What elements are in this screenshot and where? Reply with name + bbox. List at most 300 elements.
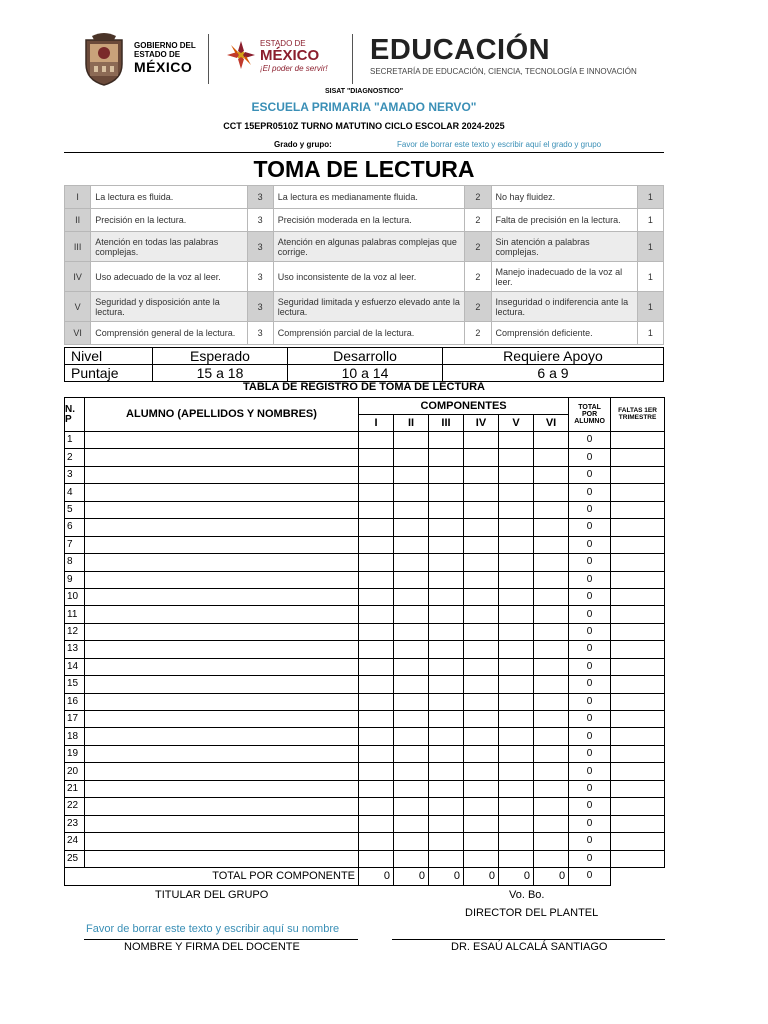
component-score-cell[interactable] — [429, 798, 464, 815]
component-score-cell[interactable] — [534, 519, 569, 536]
component-score-cell[interactable] — [499, 536, 534, 553]
faltas-cell[interactable] — [611, 501, 665, 518]
component-score-cell[interactable] — [429, 449, 464, 466]
alumno-cell[interactable] — [85, 623, 359, 640]
empty-cell — [611, 867, 665, 885]
total-cell: 0 — [569, 780, 611, 797]
grado-label: Grado y grupo: — [274, 140, 332, 149]
component-score-cell[interactable] — [394, 833, 429, 850]
alumno-cell[interactable] — [85, 815, 359, 832]
component-score-cell[interactable] — [359, 554, 394, 571]
component-score-cell[interactable] — [499, 745, 534, 762]
component-score-cell[interactable] — [359, 641, 394, 658]
component-score-cell[interactable] — [499, 711, 534, 728]
register-title: TABLA DE REGISTRO DE TOMA DE LECTURA — [243, 381, 485, 393]
component-score-cell[interactable] — [499, 449, 534, 466]
col-total-header: TOTAL POR ALUMNO — [569, 398, 611, 432]
component-score-cell[interactable] — [429, 536, 464, 553]
signature-line-director — [392, 939, 665, 940]
component-score-cell[interactable] — [499, 554, 534, 571]
cct-line: CCT 15EPR0510Z TURNO MATUTINO CICLO ESCOLAR 2024-2025 — [223, 121, 505, 131]
alumno-cell[interactable] — [85, 728, 359, 745]
alumno-cell[interactable] — [85, 449, 359, 466]
component-score-cell[interactable] — [499, 501, 534, 518]
component-score-cell[interactable] — [359, 728, 394, 745]
component-score-cell[interactable] — [534, 623, 569, 640]
component-score-cell[interactable] — [394, 484, 429, 501]
table-row — [65, 815, 665, 832]
rubric-table — [64, 185, 664, 345]
component-total: 0 — [359, 867, 394, 885]
alumno-cell[interactable] — [85, 519, 359, 536]
component-total: 0 — [534, 867, 569, 885]
rubric-desc-low: Manejo inadecuado de la voz al leer. — [491, 262, 637, 292]
component-score-cell[interactable] — [464, 641, 499, 658]
alumno-cell[interactable] — [85, 693, 359, 710]
totals-row — [65, 867, 665, 885]
alumno-cell[interactable] — [85, 676, 359, 693]
table-row — [65, 728, 665, 745]
alumno-cell[interactable] — [85, 798, 359, 815]
component-score-cell[interactable] — [499, 623, 534, 640]
component-score-cell[interactable] — [429, 676, 464, 693]
component-score-cell[interactable] — [499, 850, 534, 867]
total-cell: 0 — [569, 693, 611, 710]
component-score-cell[interactable] — [429, 554, 464, 571]
component-score-cell[interactable] — [359, 693, 394, 710]
component-score-cell[interactable] — [429, 763, 464, 780]
row-number: 24 — [65, 833, 85, 850]
total-cell: 0 — [569, 623, 611, 640]
gobierno-logo — [80, 32, 210, 86]
component-score-cell[interactable] — [394, 606, 429, 623]
component-score-cell[interactable] — [534, 588, 569, 605]
alumno-cell[interactable] — [85, 763, 359, 780]
component-score-cell[interactable] — [359, 658, 394, 675]
component-score-cell[interactable] — [499, 693, 534, 710]
row-number: 3 — [65, 466, 85, 483]
alumno-cell[interactable] — [85, 466, 359, 483]
alumno-cell[interactable] — [85, 606, 359, 623]
educacion-logo — [370, 36, 680, 86]
component-score-cell[interactable] — [394, 554, 429, 571]
component-score-cell[interactable] — [464, 432, 499, 449]
component-score-cell[interactable] — [534, 432, 569, 449]
component-score-cell[interactable] — [359, 536, 394, 553]
component-score-cell[interactable] — [534, 833, 569, 850]
alumno-cell[interactable] — [85, 745, 359, 762]
rubric-row — [65, 186, 664, 209]
component-score-cell[interactable] — [534, 658, 569, 675]
component-score-cell[interactable] — [464, 466, 499, 483]
col-componentes-header: COMPONENTES — [359, 398, 569, 415]
row-number: 10 — [65, 588, 85, 605]
component-score-cell[interactable] — [394, 780, 429, 797]
alumno-cell[interactable] — [85, 484, 359, 501]
component-score-cell[interactable] — [394, 763, 429, 780]
alumno-cell[interactable] — [85, 536, 359, 553]
component-score-cell[interactable] — [464, 780, 499, 797]
component-score-cell[interactable] — [359, 588, 394, 605]
component-score-cell[interactable] — [464, 833, 499, 850]
component-score-cell[interactable] — [394, 641, 429, 658]
component-score-cell[interactable] — [429, 484, 464, 501]
table-row — [65, 850, 665, 867]
component-score-cell[interactable] — [464, 658, 499, 675]
faltas-cell[interactable] — [611, 745, 665, 762]
component-score-cell[interactable] — [499, 466, 534, 483]
faltas-cell[interactable] — [611, 554, 665, 571]
component-score-cell[interactable] — [464, 606, 499, 623]
faltas-cell[interactable] — [611, 798, 665, 815]
puntaje-label: Puntaje — [65, 365, 153, 382]
component-score-cell[interactable] — [394, 676, 429, 693]
coat-of-arms-icon — [82, 32, 126, 86]
component-score-cell[interactable] — [394, 536, 429, 553]
component-score-cell[interactable] — [429, 432, 464, 449]
component-score-cell[interactable] — [464, 711, 499, 728]
component-score-cell[interactable] — [394, 815, 429, 832]
component-score-cell[interactable] — [429, 466, 464, 483]
row-number: 14 — [65, 658, 85, 675]
faltas-cell[interactable] — [611, 728, 665, 745]
component-score-cell[interactable] — [429, 606, 464, 623]
row-number: 13 — [65, 641, 85, 658]
header-divider — [352, 34, 353, 84]
component-score-cell[interactable] — [429, 641, 464, 658]
component-score-cell[interactable] — [464, 763, 499, 780]
component-score-cell[interactable] — [464, 623, 499, 640]
rubric-score: 1 — [637, 232, 663, 262]
row-number: 1 — [65, 432, 85, 449]
rubric-desc-low: Comprensión deficiente. — [491, 322, 637, 345]
grand-total: 0 — [569, 867, 611, 885]
faltas-cell[interactable] — [611, 780, 665, 797]
component-score-cell[interactable] — [499, 676, 534, 693]
component-score-cell[interactable] — [464, 588, 499, 605]
component-score-cell[interactable] — [464, 484, 499, 501]
alumno-cell[interactable] — [85, 588, 359, 605]
rubric-desc-low: No hay fluidez. — [491, 186, 637, 209]
component-score-cell[interactable] — [499, 484, 534, 501]
table-row — [65, 606, 665, 623]
estado-text: ESTADO DE MÉXICO ¡El poder de servir! — [260, 39, 328, 73]
component-score-cell[interactable] — [534, 745, 569, 762]
total-cell: 0 — [569, 676, 611, 693]
component-score-cell[interactable] — [394, 798, 429, 815]
row-number: 18 — [65, 728, 85, 745]
component-total: 0 — [394, 867, 429, 885]
faltas-cell[interactable] — [611, 711, 665, 728]
component-score-cell[interactable] — [359, 571, 394, 588]
total-cell: 0 — [569, 449, 611, 466]
row-number: 22 — [65, 798, 85, 815]
component-score-cell[interactable] — [359, 484, 394, 501]
alumno-cell[interactable] — [85, 833, 359, 850]
component-score-cell[interactable] — [534, 571, 569, 588]
component-score-cell[interactable] — [429, 711, 464, 728]
alumno-cell[interactable] — [85, 780, 359, 797]
table-row — [65, 745, 665, 762]
level-esperado: Esperado — [153, 348, 288, 365]
component-score-cell[interactable] — [359, 623, 394, 640]
rubric-score: 2 — [465, 292, 491, 322]
component-score-cell[interactable] — [499, 658, 534, 675]
faltas-cell[interactable] — [611, 432, 665, 449]
faltas-cell[interactable] — [611, 536, 665, 553]
faltas-cell[interactable] — [611, 815, 665, 832]
faltas-cell[interactable] — [611, 606, 665, 623]
component-score-cell[interactable] — [534, 536, 569, 553]
rubric-desc-mid: Atención en algunas palabras complejas que corrige. — [273, 232, 465, 262]
page-title: TOMA DE LECTURA — [253, 156, 475, 182]
component-score-cell[interactable] — [464, 745, 499, 762]
component-score-cell[interactable] — [429, 728, 464, 745]
rubric-row — [65, 262, 664, 292]
total-cell: 0 — [569, 484, 611, 501]
component-score-cell[interactable] — [429, 571, 464, 588]
component-score-cell[interactable] — [464, 501, 499, 518]
alumno-cell[interactable] — [85, 554, 359, 571]
component-score-cell[interactable] — [359, 833, 394, 850]
school-name: ESCUELA PRIMARIA "AMADO NERVO" — [251, 100, 477, 114]
rubric-desc-high: Uso adecuado de la voz al leer. — [91, 262, 247, 292]
component-score-cell[interactable] — [429, 658, 464, 675]
component-score-cell[interactable] — [499, 780, 534, 797]
faltas-cell[interactable] — [611, 850, 665, 867]
component-score-cell[interactable] — [534, 815, 569, 832]
rubric-desc-mid: Uso inconsistente de la voz al leer. — [273, 262, 465, 292]
component-score-cell[interactable] — [429, 588, 464, 605]
total-cell: 0 — [569, 432, 611, 449]
flower-icon — [224, 38, 258, 72]
component-score-cell[interactable] — [499, 833, 534, 850]
rubric-score: 1 — [637, 262, 663, 292]
component-score-cell[interactable] — [394, 571, 429, 588]
component-score-cell[interactable] — [534, 449, 569, 466]
rubric-score: 1 — [637, 209, 663, 232]
component-score-cell[interactable] — [394, 432, 429, 449]
component-score-cell[interactable] — [359, 676, 394, 693]
header-divider — [208, 34, 209, 84]
component-score-cell[interactable] — [429, 623, 464, 640]
faltas-cell[interactable] — [611, 588, 665, 605]
component-score-cell[interactable] — [534, 501, 569, 518]
register-table — [64, 397, 665, 886]
component-score-cell[interactable] — [464, 728, 499, 745]
component-score-cell[interactable] — [394, 658, 429, 675]
alumno-cell[interactable] — [85, 571, 359, 588]
rubric-num: I — [65, 186, 91, 209]
gobierno-text: GOBIERNO DEL ESTADO DE MÉXICO — [134, 41, 196, 75]
teacher-name-field[interactable]: Favor de borrar este texto y escribir aquí su nombre — [86, 923, 340, 935]
component-score-cell[interactable] — [534, 466, 569, 483]
component-score-cell[interactable] — [394, 466, 429, 483]
component-score-cell[interactable] — [534, 606, 569, 623]
component-score-cell[interactable] — [394, 728, 429, 745]
component-score-cell[interactable] — [394, 850, 429, 867]
component-score-cell[interactable] — [394, 449, 429, 466]
component-score-cell[interactable] — [464, 449, 499, 466]
director-label: DIRECTOR DEL PLANTEL — [465, 907, 599, 919]
component-score-cell[interactable] — [499, 588, 534, 605]
table-row — [65, 658, 665, 675]
rubric-desc-low: Inseguridad o indiferencia ante la lectura. — [491, 292, 637, 322]
component-score-cell[interactable] — [429, 745, 464, 762]
alumno-cell[interactable] — [85, 432, 359, 449]
component-score-cell[interactable] — [429, 815, 464, 832]
component-score-cell[interactable] — [534, 711, 569, 728]
component-score-cell[interactable] — [394, 519, 429, 536]
table-row — [65, 711, 665, 728]
component-score-cell[interactable] — [359, 815, 394, 832]
component-score-cell[interactable] — [429, 833, 464, 850]
table-row — [65, 676, 665, 693]
component-score-cell[interactable] — [499, 763, 534, 780]
faltas-cell[interactable] — [611, 658, 665, 675]
component-score-cell[interactable] — [394, 623, 429, 640]
component-score-cell[interactable] — [534, 728, 569, 745]
table-row — [65, 554, 665, 571]
component-score-cell[interactable] — [499, 571, 534, 588]
component-score-cell[interactable] — [359, 798, 394, 815]
table-row — [65, 519, 665, 536]
component-score-cell[interactable] — [359, 711, 394, 728]
component-score-cell[interactable] — [534, 763, 569, 780]
component-score-cell[interactable] — [534, 676, 569, 693]
grado-grupo-row — [64, 139, 664, 153]
component-score-cell[interactable] — [534, 780, 569, 797]
table-row — [65, 763, 665, 780]
alumno-cell[interactable] — [85, 501, 359, 518]
component-header: V — [499, 415, 534, 432]
table-row — [65, 449, 665, 466]
component-header: IV — [464, 415, 499, 432]
component-score-cell[interactable] — [534, 484, 569, 501]
component-score-cell[interactable] — [534, 693, 569, 710]
component-score-cell[interactable] — [534, 554, 569, 571]
faltas-cell[interactable] — [611, 623, 665, 640]
rubric-desc-mid: Comprensión parcial de la lectura. — [273, 322, 465, 345]
component-score-cell[interactable] — [499, 641, 534, 658]
component-score-cell[interactable] — [499, 798, 534, 815]
component-score-cell[interactable] — [464, 850, 499, 867]
component-score-cell[interactable] — [534, 641, 569, 658]
component-score-cell[interactable] — [359, 763, 394, 780]
component-score-cell[interactable] — [534, 798, 569, 815]
component-score-cell[interactable] — [394, 588, 429, 605]
component-score-cell[interactable] — [464, 676, 499, 693]
component-score-cell[interactable] — [359, 745, 394, 762]
component-score-cell[interactable] — [359, 432, 394, 449]
component-score-cell[interactable] — [394, 501, 429, 518]
component-score-cell[interactable] — [464, 554, 499, 571]
rubric-desc-low: Falta de precisión en la lectura. — [491, 209, 637, 232]
alumno-cell[interactable] — [85, 711, 359, 728]
range-desarrollo: 10 a 14 — [288, 365, 443, 382]
component-score-cell[interactable] — [534, 850, 569, 867]
row-number: 4 — [65, 484, 85, 501]
component-score-cell[interactable] — [359, 519, 394, 536]
faltas-cell[interactable] — [611, 466, 665, 483]
total-cell: 0 — [569, 815, 611, 832]
component-score-cell[interactable] — [464, 693, 499, 710]
component-score-cell[interactable] — [464, 815, 499, 832]
component-header: I — [359, 415, 394, 432]
component-score-cell[interactable] — [464, 571, 499, 588]
faltas-cell[interactable] — [611, 833, 665, 850]
total-cell: 0 — [569, 763, 611, 780]
educacion-title: EDUCACIÓN — [370, 34, 551, 66]
component-score-cell[interactable] — [429, 780, 464, 797]
faltas-cell[interactable] — [611, 676, 665, 693]
total-cell: 0 — [569, 745, 611, 762]
component-score-cell[interactable] — [499, 606, 534, 623]
faltas-cell[interactable] — [611, 519, 665, 536]
total-cell: 0 — [569, 606, 611, 623]
component-score-cell[interactable] — [499, 815, 534, 832]
component-score-cell[interactable] — [394, 745, 429, 762]
component-score-cell[interactable] — [359, 850, 394, 867]
component-score-cell[interactable] — [359, 466, 394, 483]
row-number: 19 — [65, 745, 85, 762]
table-row — [65, 466, 665, 483]
component-score-cell[interactable] — [429, 501, 464, 518]
faltas-cell[interactable] — [611, 571, 665, 588]
alumno-cell[interactable] — [85, 641, 359, 658]
component-score-cell[interactable] — [359, 780, 394, 797]
rubric-score: 1 — [637, 186, 663, 209]
component-score-cell[interactable] — [359, 449, 394, 466]
faltas-cell[interactable] — [611, 484, 665, 501]
row-number: 20 — [65, 763, 85, 780]
faltas-cell[interactable] — [611, 641, 665, 658]
row-number: 11 — [65, 606, 85, 623]
component-header: III — [429, 415, 464, 432]
range-apoyo: 6 a 9 — [443, 365, 664, 382]
rubric-desc-high: La lectura es fluida. — [91, 186, 247, 209]
component-score-cell[interactable] — [394, 711, 429, 728]
component-score-cell[interactable] — [359, 606, 394, 623]
faltas-cell[interactable] — [611, 763, 665, 780]
component-score-cell[interactable] — [499, 728, 534, 745]
component-score-cell[interactable] — [464, 519, 499, 536]
component-score-cell[interactable] — [394, 693, 429, 710]
alumno-cell[interactable] — [85, 850, 359, 867]
total-cell: 0 — [569, 571, 611, 588]
vobo-label: Vo. Bo. — [509, 889, 545, 901]
alumno-cell[interactable] — [85, 658, 359, 675]
levels-table — [64, 347, 664, 382]
component-score-cell[interactable] — [464, 798, 499, 815]
grado-value-field[interactable]: Favor de borrar este texto y escribir aquí el grado y grupo — [397, 140, 602, 149]
rubric-num: V — [65, 292, 91, 322]
total-cell: 0 — [569, 850, 611, 867]
table-row — [65, 623, 665, 640]
rubric-num: VI — [65, 322, 91, 345]
component-score-cell[interactable] — [429, 519, 464, 536]
component-total: 0 — [464, 867, 499, 885]
component-score-cell[interactable] — [429, 693, 464, 710]
component-score-cell[interactable] — [499, 432, 534, 449]
titular-label: TITULAR DEL GRUPO — [155, 889, 269, 901]
component-score-cell[interactable] — [464, 536, 499, 553]
component-score-cell[interactable] — [359, 501, 394, 518]
component-score-cell[interactable] — [499, 519, 534, 536]
component-score-cell[interactable] — [429, 850, 464, 867]
faltas-cell[interactable] — [611, 449, 665, 466]
faltas-cell[interactable] — [611, 693, 665, 710]
